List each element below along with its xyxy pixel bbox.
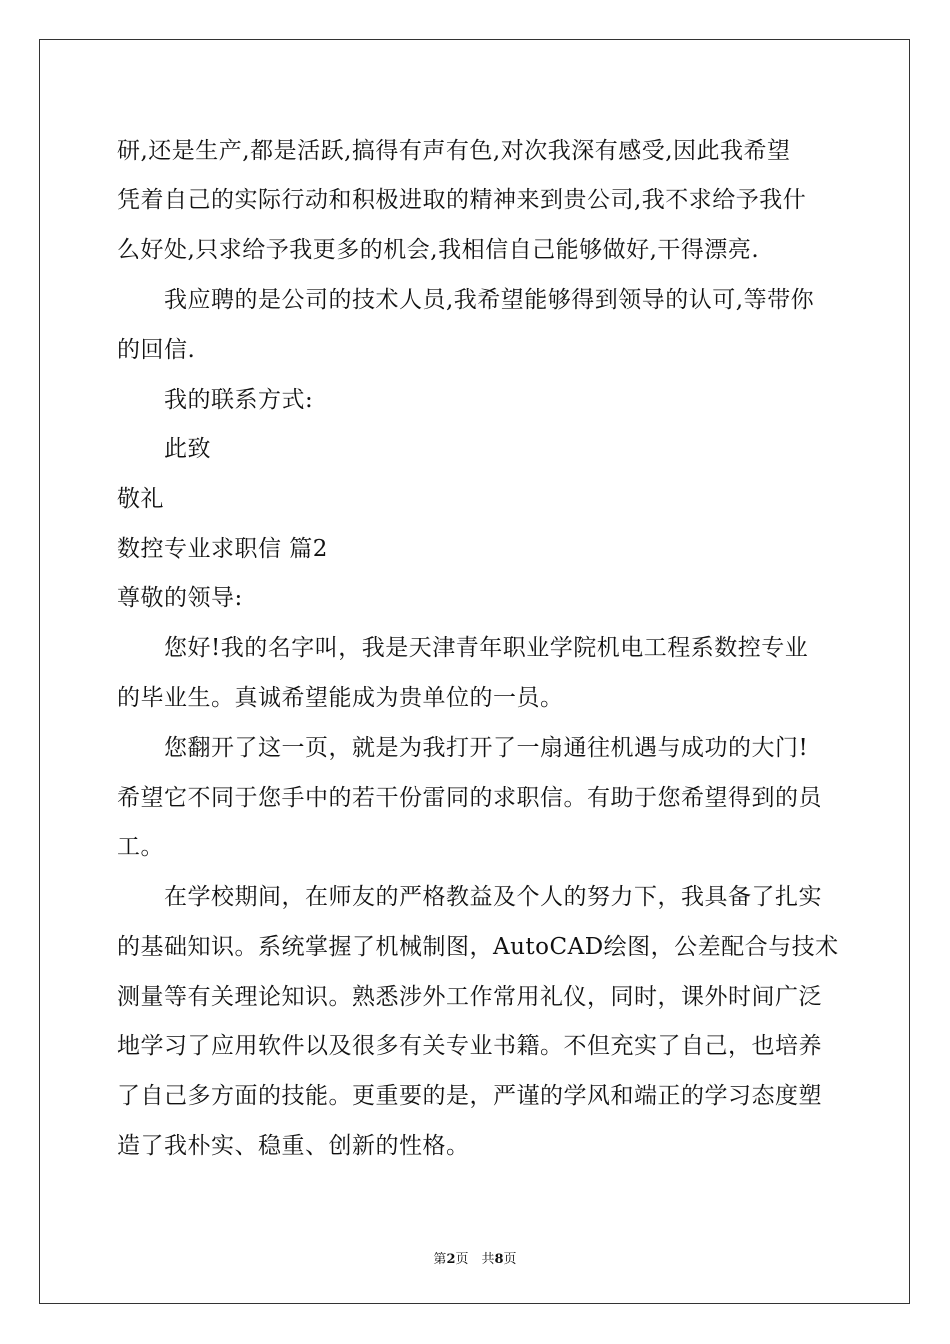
current-page-number: 2 <box>446 1252 456 1267</box>
text-line: 了自己多方面的技能。更重要的是，严谨的学风和端正的学习态度塑 <box>117 1083 822 1109</box>
text-line: 工。 <box>117 834 164 860</box>
text-line: 么好处,只求给予我更多的机会,我相信自己能够做好,干得漂亮. <box>117 237 760 263</box>
footer-suffix: 页 <box>503 1252 517 1267</box>
text-line: 地学习了应用软件以及很多有关专业书籍。不但充实了自己，也培养 <box>117 1033 822 1059</box>
text-line: 凭着自己的实际行动和积极进取的精神来到贵公司,我不求给予我什 <box>117 187 807 213</box>
page-border <box>39 39 910 1304</box>
text-line: 在学校期间，在师友的严格教益及个人的努力下，我具备了扎实 <box>164 884 822 910</box>
text-line: 您好!我的名字叫，我是天津青年职业学院机电工程系数控专业 <box>164 635 809 661</box>
contact-label: 我的联系方式: <box>164 387 314 413</box>
footer-prefix: 第 <box>433 1252 447 1267</box>
text-line: 造了我朴实、稳重、创新的性格。 <box>117 1133 470 1159</box>
text-line: 的毕业生。真诚希望能成为贵单位的一员。 <box>117 685 564 711</box>
closing-regards: 敬礼 <box>117 486 164 512</box>
greeting: 尊敬的领导: <box>117 585 243 611</box>
text-line: 希望它不同于您手中的若干份雷同的求职信。有助于您希望得到的员 <box>117 785 822 811</box>
closing-salutation: 此致 <box>164 436 211 462</box>
text-line: 研,还是生产,都是活跃,搞得有声有色,对次我深有感受,因此我希望 <box>117 138 791 164</box>
text-line: 的回信. <box>117 337 196 363</box>
text-line: 我应聘的是公司的技术人员,我希望能够得到领导的认可,等带你 <box>164 287 815 313</box>
page-number-footer <box>0 1248 950 1267</box>
text-line: 测量等有关理论知识。熟悉涉外工作常用礼仪，同时，课外时间广泛 <box>117 984 822 1010</box>
footer-mid: 页 共 <box>455 1252 495 1267</box>
text-line: 您翻开了这一页，就是为我打开了一扇通往机遇与成功的大门! <box>164 735 809 761</box>
section-title: 数控专业求职信 篇2 <box>117 536 328 562</box>
text-line: 的基础知识。系统掌握了机械制图，AutoCAD绘图，公差配合与技术 <box>117 934 839 960</box>
total-page-count: 8 <box>494 1252 504 1267</box>
